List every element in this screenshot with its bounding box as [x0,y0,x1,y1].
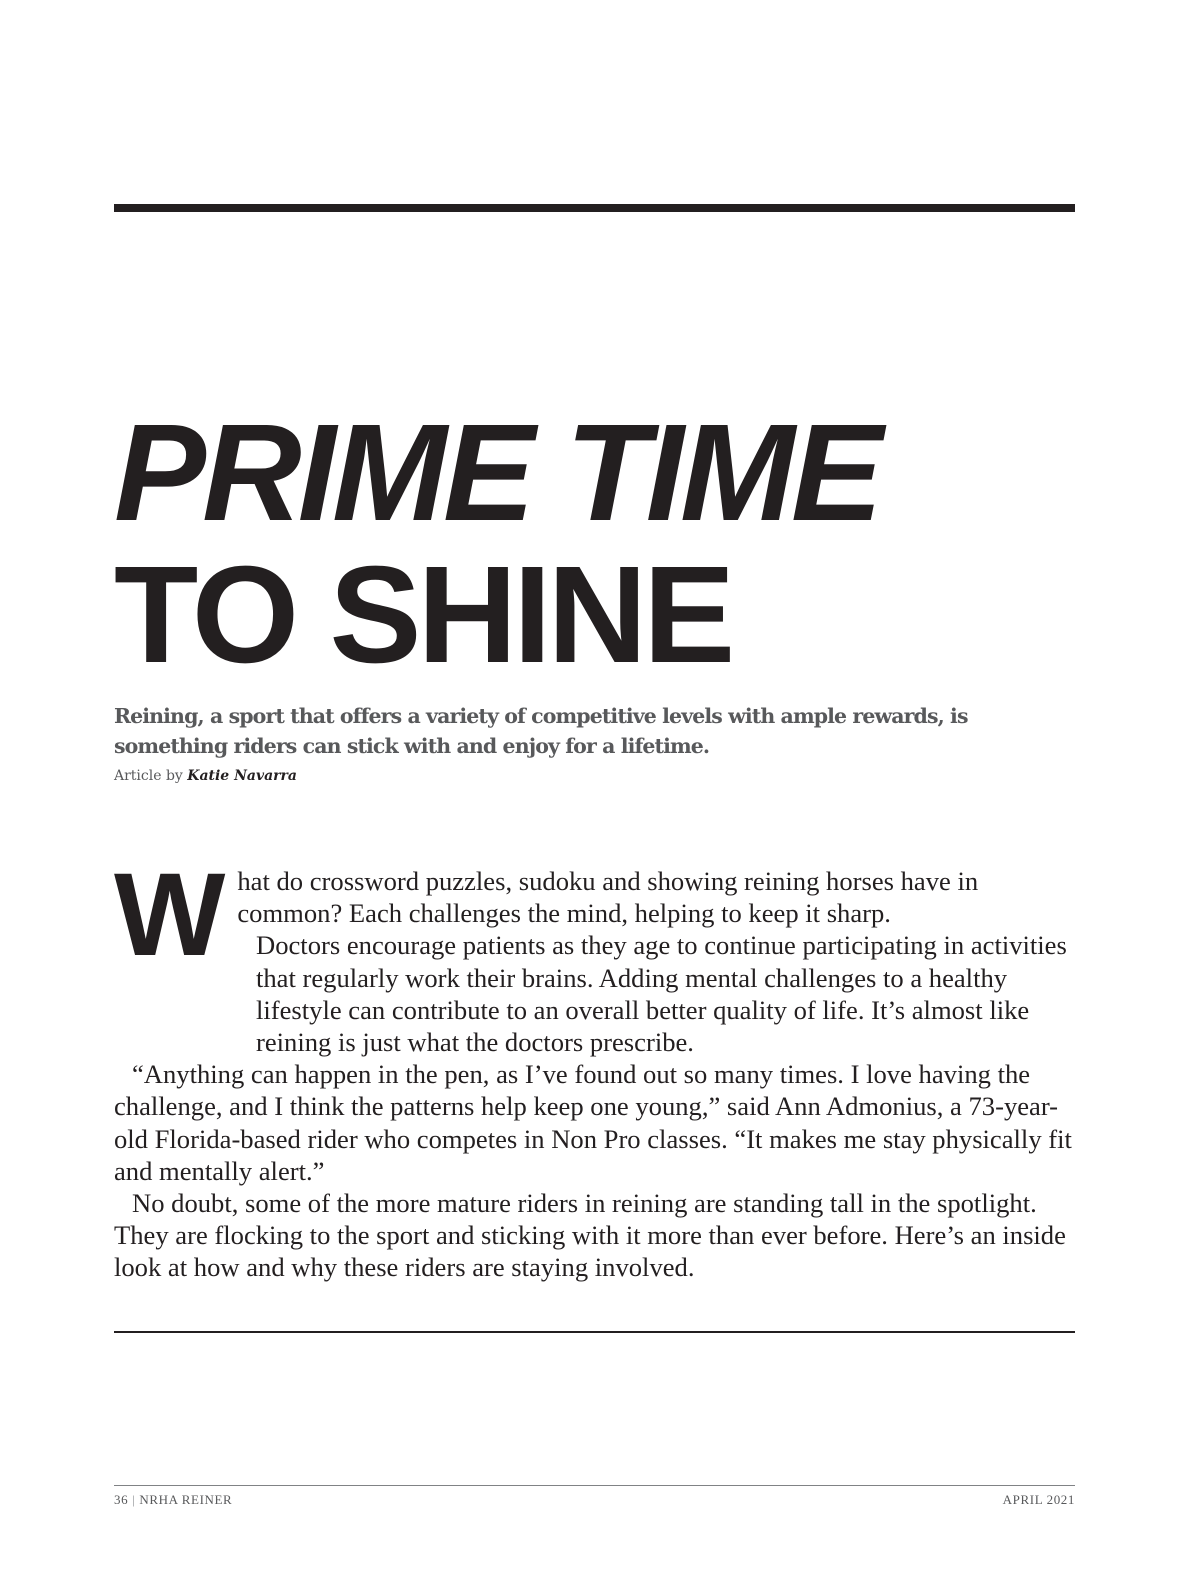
article-body [114,849,1076,1284]
body-paragraph-1: hat do crossword puzzles, sudoku and showing reining horses have in common? Each challenges the mind, helping to keep it sharp. [237,866,979,929]
page-number: 36 [114,1492,129,1507]
issue-date: APRIL 2021 [1002,1492,1075,1507]
body-paragraph-3: “Anything can happen in the pen, as I’ve found out so many times. I love having the challenge, and I think the patterns help keep one young,” said Ann Admonius, a 73-year-old Florida-based rider who competes in Non Pro classes. “It makes me stay physically fit and mentally alert.” [114,1059,1072,1186]
top-rule [114,204,1075,212]
publication-name: NRHA REINER [139,1492,233,1507]
headline-line-1: PRIME TIME [114,396,880,550]
body-paragraph-4: No doubt, some of the more mature riders in reining are standing tall in the spotlight. They are flocking to the sport and sticking with it more than ever before. Here’s an inside look at how and why these riders are staying involved. [114,1188,1066,1283]
footer-folio [114,1492,232,1508]
bottom-rule [114,1331,1075,1333]
headline-line-2: TO SHINE [114,538,732,692]
deck: Reining, a sport that offers a variety of competitive levels with ample rewards, is something riders can stick with and enjoy for a lifetime. [114,704,968,758]
headline [114,396,880,692]
drop-cap: W [114,849,220,981]
byline [114,768,297,784]
body-paragraph-2: Doctors encourage patients as they age to continue participating in activities that regularly work their brains. Adding mental challenges to a healthy lifestyle can contribute to an overall better quality of life. It’s almost like reining is just what the doctors prescribe. [256,930,1067,1058]
footer-separator: | [132,1492,136,1507]
footer-rule [114,1485,1075,1486]
byline-prefix: Article by [114,768,188,784]
byline-author: Katie Navarra [187,768,297,784]
